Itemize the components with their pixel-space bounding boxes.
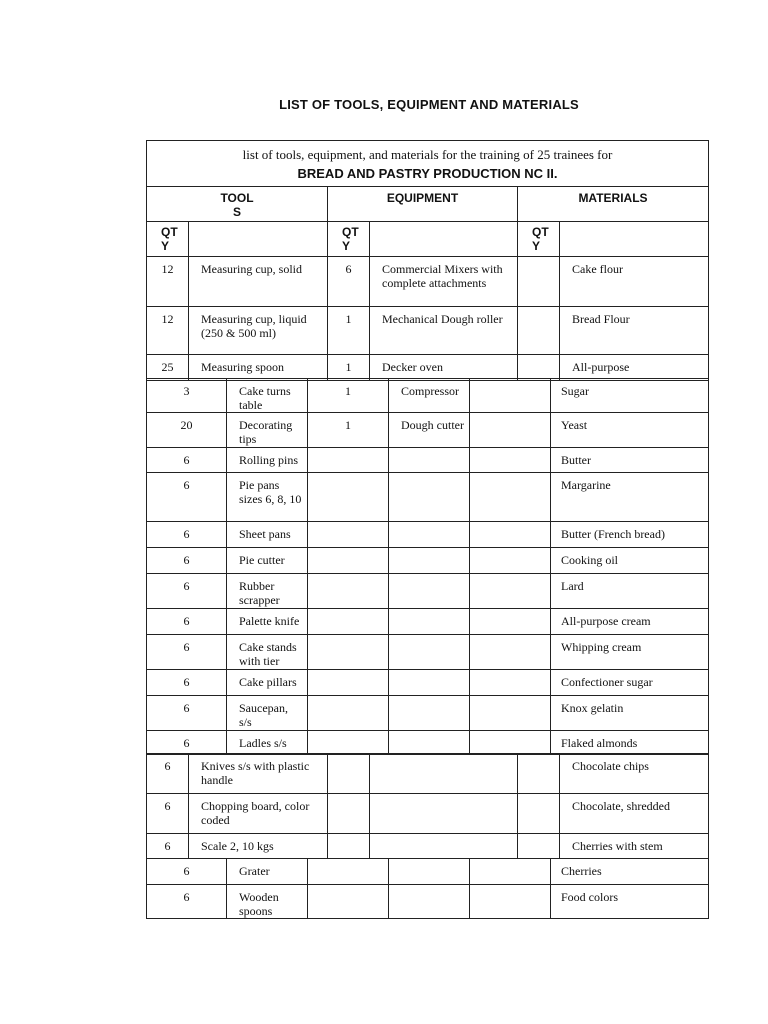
equipment-qty-cell — [308, 670, 389, 696]
equipment-qty-cell — [308, 574, 389, 609]
equipment-name-cell — [389, 670, 470, 696]
equipment-name-cell: Dough cutter — [389, 413, 470, 448]
material-name-cell: Lard — [551, 574, 709, 609]
section-d-table — [146, 858, 709, 919]
equipment-name-cell — [370, 754, 518, 794]
tool-qty-cell: 12 — [147, 307, 189, 355]
tool-name-cell: Sheet pans — [227, 522, 308, 548]
material-name-cell: Yeast — [551, 413, 709, 448]
tool-qty-cell: 6 — [147, 522, 227, 548]
table-row — [147, 754, 709, 794]
equipment-qty-cell — [328, 834, 370, 859]
tool-name-cell: Measuring cup, solid — [189, 257, 328, 307]
tool-qty-cell: 6 — [147, 670, 227, 696]
tool-name-cell: Palette knife — [227, 609, 308, 635]
equipment-name-cell: Mechanical Dough roller — [370, 307, 518, 355]
table-row — [147, 257, 709, 307]
material-qty-cell — [470, 609, 551, 635]
equipment-qty-cell — [328, 794, 370, 834]
material-name-cell: Sugar — [551, 379, 709, 413]
tool-qty-cell: 3 — [147, 379, 227, 413]
tool-qty-cell: 6 — [147, 635, 227, 670]
equipment-name-cell — [389, 885, 470, 919]
equipment-qty-cell — [308, 731, 389, 755]
equipment-name-cell — [389, 609, 470, 635]
tool-name-cell: Pie pans sizes 6, 8, 10 — [227, 473, 308, 522]
material-name-cell: Cake flour — [560, 257, 709, 307]
tool-name-cell: Knives s/s with plastic handle — [189, 754, 328, 794]
material-qty-cell — [470, 670, 551, 696]
equipment-name-cell — [389, 696, 470, 731]
material-name-cell: Food colors — [551, 885, 709, 919]
equipment-name-cell — [389, 522, 470, 548]
material-qty-cell — [518, 355, 560, 381]
material-name-cell: Whipping cream — [551, 635, 709, 670]
material-qty-cell — [518, 257, 560, 307]
material-qty-cell — [470, 473, 551, 522]
material-qty-cell — [518, 834, 560, 859]
table-row — [147, 859, 709, 885]
tool-name-cell: Measuring cup, liquid (250 & 500 ml) — [189, 307, 328, 355]
tool-name-cell: Decorating tips — [227, 413, 308, 448]
page-title: LIST OF TOOLS, EQUIPMENT AND MATERIALS — [279, 97, 579, 112]
table-row — [147, 696, 709, 731]
equipment-header: EQUIPMENT — [328, 187, 518, 222]
tool-qty-cell: 6 — [147, 834, 189, 859]
equipment-name-cell: Commercial Mixers with complete attachments — [370, 257, 518, 307]
material-name-cell: Chocolate chips — [560, 754, 709, 794]
material-name-cell: Flaked almonds — [551, 731, 709, 755]
equipment-qty-cell: 1 — [328, 355, 370, 381]
equipment-qty-cell — [308, 522, 389, 548]
equipment-qty-cell — [328, 754, 370, 794]
tools-header — [147, 187, 328, 222]
material-name-cell: Knox gelatin — [551, 696, 709, 731]
table-row — [147, 379, 709, 413]
equipment-qty-cell — [308, 448, 389, 473]
table-row — [147, 307, 709, 355]
table-row — [147, 548, 709, 574]
tool-name-cell: Grater — [227, 859, 308, 885]
course-title: BREAD AND PASTRY PRODUCTION NC II. — [297, 166, 558, 181]
material-qty-cell — [470, 731, 551, 755]
table-row — [147, 794, 709, 834]
equipment-name-cell: Compressor — [389, 379, 470, 413]
tool-qty-cell: 6 — [147, 448, 227, 473]
equipment-qty-cell — [308, 548, 389, 574]
tool-name-cell: Cake turns table — [227, 379, 308, 413]
tool-qty-cell: 6 — [147, 548, 227, 574]
material-name-cell: Confectioner sugar — [551, 670, 709, 696]
material-qty-cell — [470, 379, 551, 413]
equipment-qty-cell — [308, 473, 389, 522]
equipment-qty-cell — [308, 859, 389, 885]
table-row — [147, 574, 709, 609]
materials-name-header — [560, 222, 709, 257]
equipment-qty-cell — [308, 635, 389, 670]
material-qty-cell — [470, 448, 551, 473]
header-table — [146, 140, 709, 381]
tool-name-cell: Chopping board, color coded — [189, 794, 328, 834]
equipment-name-header — [370, 222, 518, 257]
table-row — [147, 885, 709, 919]
tool-qty-cell: 6 — [147, 794, 189, 834]
material-name-cell: Butter (French bread) — [551, 522, 709, 548]
tools-header-text: TOOL S — [220, 191, 254, 219]
tool-qty-cell: 6 — [147, 731, 227, 755]
tools-name-header — [189, 222, 328, 257]
material-name-cell: Margarine — [551, 473, 709, 522]
equipment-name-cell — [389, 859, 470, 885]
equipment-name-cell — [370, 834, 518, 859]
tool-qty-cell: 25 — [147, 355, 189, 381]
section-b-table — [146, 378, 709, 755]
tool-name-cell: Scale 2, 10 kgs — [189, 834, 328, 859]
tool-qty-cell: 6 — [147, 885, 227, 919]
tool-name-cell: Cake stands with tier — [227, 635, 308, 670]
table-row — [147, 473, 709, 522]
equipment-qty-cell: 1 — [328, 307, 370, 355]
table-row — [147, 834, 709, 859]
equipment-name-cell — [389, 473, 470, 522]
tool-qty-cell: 12 — [147, 257, 189, 307]
material-qty-cell — [518, 754, 560, 794]
table-row — [147, 355, 709, 381]
material-name-cell: Butter — [551, 448, 709, 473]
material-qty-cell — [470, 574, 551, 609]
table-row — [147, 448, 709, 473]
material-qty-cell — [470, 885, 551, 919]
table-row — [147, 413, 709, 448]
materials-qty-header: QT Y — [518, 222, 560, 257]
equipment-name-cell — [389, 731, 470, 755]
material-qty-cell — [470, 635, 551, 670]
material-qty-cell — [470, 859, 551, 885]
material-name-cell: Cherries with stem — [560, 834, 709, 859]
equipment-name-cell — [389, 548, 470, 574]
tool-name-cell: Measuring spoon — [189, 355, 328, 381]
equipment-name-cell — [389, 635, 470, 670]
equipment-name-cell: Decker oven — [370, 355, 518, 381]
table-row — [147, 670, 709, 696]
section-c-table — [146, 753, 709, 859]
tool-name-cell: Cake pillars — [227, 670, 308, 696]
tools-qty-header: QT Y — [147, 222, 189, 257]
material-qty-cell — [470, 548, 551, 574]
material-name-cell: Bread Flour — [560, 307, 709, 355]
material-name-cell: All-purpose — [560, 355, 709, 381]
equipment-name-cell — [389, 574, 470, 609]
table-row — [147, 731, 709, 755]
tool-qty-cell: 6 — [147, 859, 227, 885]
tool-qty-cell: 6 — [147, 754, 189, 794]
equipment-name-cell — [370, 794, 518, 834]
tool-qty-cell: 6 — [147, 696, 227, 731]
tool-name-cell: Pie cutter — [227, 548, 308, 574]
equipment-qty-cell — [308, 885, 389, 919]
material-name-cell: Cherries — [551, 859, 709, 885]
material-name-cell: Cooking oil — [551, 548, 709, 574]
tool-qty-cell: 6 — [147, 609, 227, 635]
tool-name-cell: Rolling pins — [227, 448, 308, 473]
tool-name-cell: Wooden spoons — [227, 885, 308, 919]
equipment-qty-cell: 1 — [308, 413, 389, 448]
tool-qty-cell: 6 — [147, 574, 227, 609]
material-qty-cell — [470, 413, 551, 448]
table-row — [147, 522, 709, 548]
material-qty-cell — [518, 307, 560, 355]
material-name-cell: All-purpose cream — [551, 609, 709, 635]
equipment-qty-cell: 1 — [308, 379, 389, 413]
intro-line: list of tools, equipment, and materials for the training of 25 trainees for — [242, 147, 613, 162]
equipment-qty-header: QT Y — [328, 222, 370, 257]
tool-name-cell: Ladles s/s — [227, 731, 308, 755]
material-qty-cell — [470, 696, 551, 731]
table-row — [147, 635, 709, 670]
intro-cell — [147, 141, 709, 187]
equipment-qty-cell: 6 — [328, 257, 370, 307]
tool-qty-cell: 6 — [147, 473, 227, 522]
material-qty-cell — [470, 522, 551, 548]
table-row — [147, 609, 709, 635]
material-qty-cell — [518, 794, 560, 834]
tool-name-cell: Saucepan, s/s — [227, 696, 308, 731]
tool-name-cell: Rubber scrapper — [227, 574, 308, 609]
equipment-qty-cell — [308, 696, 389, 731]
materials-header: MATERIALS — [518, 187, 709, 222]
equipment-name-cell — [389, 448, 470, 473]
material-name-cell: Chocolate, shredded — [560, 794, 709, 834]
tool-qty-cell: 20 — [147, 413, 227, 448]
equipment-qty-cell — [308, 609, 389, 635]
